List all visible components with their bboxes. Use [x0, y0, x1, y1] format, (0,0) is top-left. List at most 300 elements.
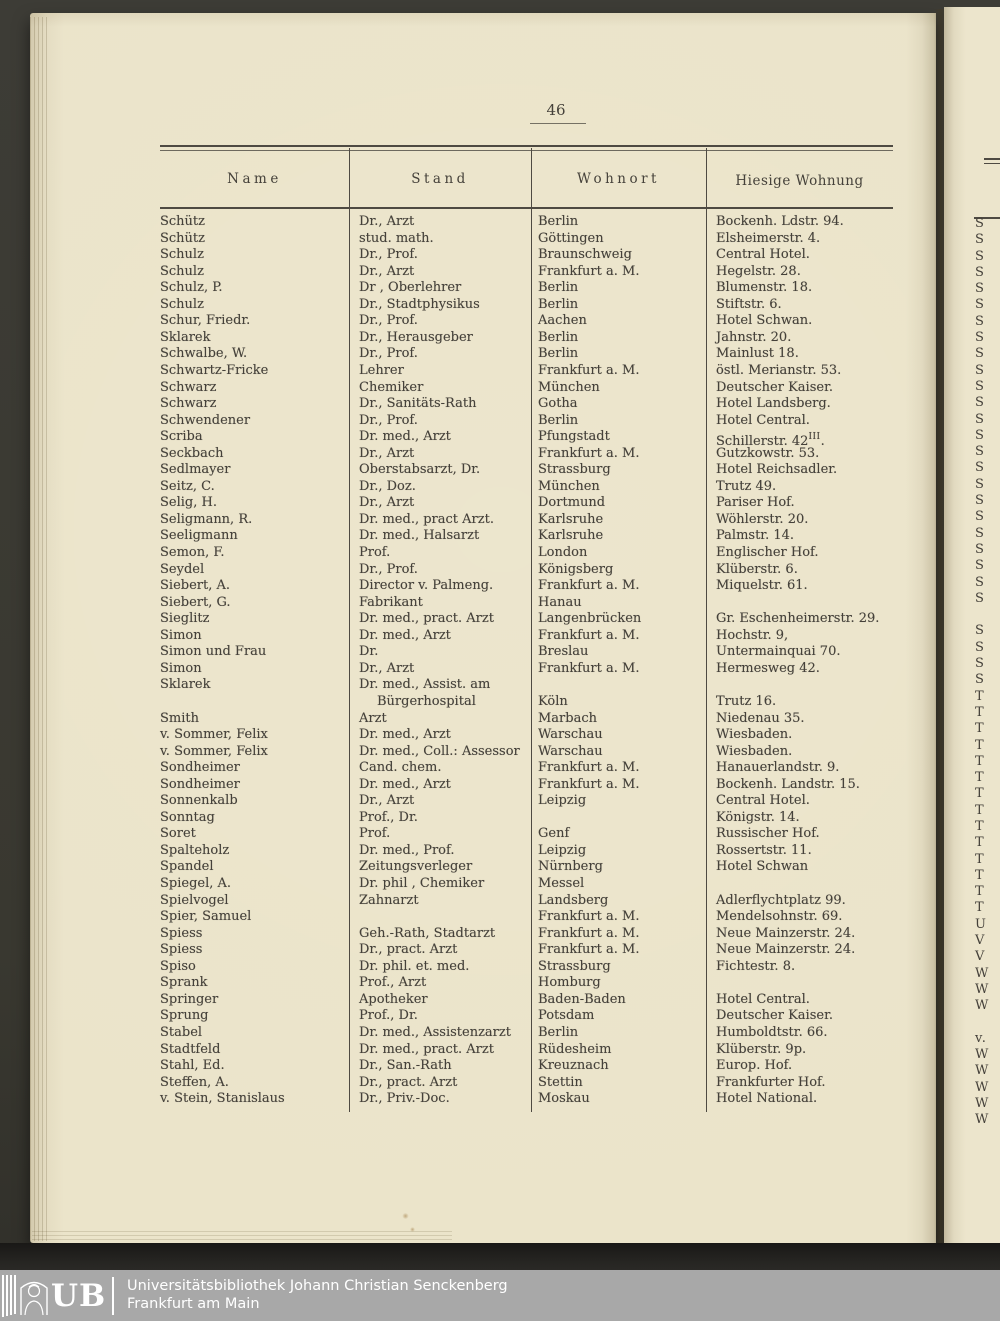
logo-book-line [10, 1275, 12, 1315]
cell-wohnort: Landsberg [538, 892, 609, 908]
cell-wohnort: Frankfurt a. M. [538, 925, 640, 941]
edge-letter: S [975, 525, 985, 541]
cell-wohnort: Frankfurt a. M. [538, 909, 640, 925]
cell-hiesige-wohnung: Hanauerlandstr. 9. [716, 760, 840, 776]
next-page-top-rule-thin [984, 163, 1000, 164]
cell-hiesige-wohnung: Frankfurter Hof. [716, 1074, 826, 1090]
table-row [30, 595, 936, 612]
cell-wohnort: Langenbrücken [538, 611, 642, 627]
cell-name: v. Sommer, Felix [160, 743, 268, 759]
cell-name: Simon und Frau [160, 644, 267, 660]
cell-name: Sondheimer [160, 760, 240, 776]
table-row [30, 429, 936, 450]
table-row [30, 942, 936, 959]
cell-stand: Prof. [359, 545, 391, 560]
cell-hiesige-wohnung: Adlerflychtplatz 99. [716, 892, 846, 908]
edge-letter: V [975, 949, 986, 965]
cell-name: Sieglitz [160, 611, 210, 627]
cell-wohnort: Berlin [538, 296, 579, 312]
scanned-page [30, 13, 936, 1243]
page-stack-edge-bottom [32, 1231, 452, 1243]
table-row [30, 959, 936, 976]
cell-wohnort: Frankfurt a. M. [538, 942, 640, 958]
cell-name: Sklarek [160, 677, 211, 693]
cell-stand: Prof. [359, 826, 391, 842]
table-row [30, 711, 936, 728]
cell-wohnort: Göttingen [538, 230, 604, 246]
cell-stand: Dr., pract. Arzt [359, 1074, 458, 1090]
cell-name: Spier, Samuel [160, 909, 252, 925]
cell-hiesige-wohnung: Palmstr. 14. [716, 528, 795, 544]
cell-stand: Dr., Stadtphysikus [359, 296, 480, 312]
table-row [30, 280, 936, 297]
column-header-hiesige-wohnung: Hiesige Wohnung [735, 173, 864, 189]
edge-letter: W [975, 998, 990, 1014]
cell-name: Stahl, Ed. [160, 1058, 225, 1074]
edge-letter: S [975, 411, 985, 427]
edge-letter: S [975, 281, 985, 297]
cell-wohnort: Warschau [538, 743, 603, 759]
cell-wohnort: Genf [538, 826, 570, 842]
column-header-wohnort: Wohnort [577, 171, 660, 187]
cell-name: Spiess [160, 925, 203, 941]
cell-stand: Dr., Prof. [359, 412, 418, 428]
cell-stand: Dr., Herausgeber [359, 329, 473, 345]
cell-wohnort: Moskau [538, 1091, 590, 1107]
cell-stand: Arzt [359, 710, 387, 726]
cell-stand: Dr. med., Arzt [359, 429, 451, 445]
next-page-top-rule [984, 158, 1000, 160]
cell-name: Selig, H. [160, 495, 217, 511]
edge-letter: S [975, 639, 985, 655]
edge-letter: S [975, 656, 985, 672]
cell-wohnort: Frankfurt a. M. [538, 263, 640, 279]
cell-stand: Dr. med., Coll.: Assessor [359, 743, 520, 759]
cell-name: Seitz, C. [160, 478, 215, 494]
cell-stand: Dr., San.-Rath [359, 1058, 452, 1074]
table-row [30, 661, 936, 678]
cell-wohnort: München [538, 379, 600, 395]
edge-letter: S [975, 330, 985, 346]
cell-wohnort: Frankfurt a. M. [538, 760, 640, 776]
edge-letter: S [975, 297, 985, 313]
edge-letter: S [975, 541, 985, 557]
cell-stand: Prof., Dr. [359, 1008, 418, 1024]
cell-stand: Director v. Palmeng. [359, 578, 494, 594]
cell-wohnort: Hanau [538, 594, 582, 610]
edge-letter: W [975, 1063, 990, 1079]
table-row [30, 1008, 936, 1025]
cell-stand: Dr., Prof. [359, 346, 418, 362]
edge-letter: T [975, 884, 985, 900]
page-number: 46 [496, 101, 616, 119]
cell-hiesige-wohnung: Hochstr. 9, [716, 627, 789, 643]
cell-wohnort: Frankfurt a. M. [538, 627, 640, 643]
logo-book-line [2, 1275, 4, 1317]
cell-name: Stadtfeld [160, 1041, 221, 1057]
page-bottom-shadow [0, 1243, 1000, 1270]
next-page-partial-letters [975, 216, 1000, 1129]
cell-name: Stabel [160, 1024, 203, 1040]
cell-stand: Lehrer [359, 362, 404, 378]
edge-letter: T [975, 818, 985, 834]
cell-hiesige-wohnung: Pariser Hof. [716, 495, 795, 511]
edge-letter: V [975, 933, 986, 949]
edge-letter: U [975, 916, 987, 932]
table-row [30, 264, 936, 281]
cell-name: Springer [160, 991, 219, 1007]
cell-name: Seligmann, R. [160, 511, 253, 527]
cell-name: Spiso [160, 958, 196, 974]
cell-hiesige-wohnung: Schillerstr. $42^{III}$. [716, 432, 825, 450]
cell-wohnort: Köln [538, 693, 568, 709]
cell-wohnort: Rüdesheim [538, 1041, 612, 1057]
edge-letter: S [975, 264, 985, 280]
edge-letter: T [975, 786, 985, 802]
edge-letter: W [975, 1079, 990, 1095]
cell-wohnort: Homburg [538, 975, 601, 991]
cell-hiesige-wohnung: Hotel Schwan [716, 859, 809, 875]
table-row [30, 528, 936, 545]
floor-superscript: III [808, 432, 821, 443]
cell-wohnort: Strassburg [538, 462, 611, 478]
table-row [30, 396, 936, 413]
cell-hiesige-wohnung: Königstr. 14. [716, 809, 800, 825]
cell-name: Seckbach [160, 445, 224, 461]
cell-wohnort: Karlsruhe [538, 528, 604, 544]
cell-stand: Dr., Prof. [359, 313, 418, 329]
cell-hiesige-wohnung: Englischer Hof. [716, 545, 819, 560]
cell-stand: Dr. phil. et. med. [359, 958, 470, 974]
edge-letter: T [975, 753, 985, 769]
cell-name: Schwarz [160, 379, 217, 395]
cell-hiesige-wohnung: Central Hotel. [716, 793, 810, 809]
cell-wohnort: Frankfurt a. M. [538, 660, 640, 676]
cell-name: Schwarz [160, 396, 217, 412]
cell-hiesige-wohnung: Hotel Reichsadler. [716, 462, 838, 478]
cell-name: Sonntag [160, 809, 215, 825]
table-row [30, 859, 936, 876]
table-row [30, 909, 936, 926]
cell-stand: Fabrikant [359, 594, 423, 610]
cell-hiesige-wohnung: Europ. Hof. [716, 1058, 793, 1074]
table-row [30, 760, 936, 777]
table-row [30, 380, 936, 397]
column-header-name: Name [227, 171, 282, 187]
cell-wohnort: Aachen [538, 313, 587, 329]
table-row [30, 578, 936, 595]
table-row [30, 247, 936, 264]
cell-wohnort: Frankfurt a. M. [538, 776, 640, 792]
logo-book-line [6, 1275, 8, 1316]
library-name: Universitätsbibliothek Johann Christian Senckenberg [127, 1278, 508, 1294]
cell-stand: Dr. med., Halsarzt [359, 528, 480, 544]
cell-wohnort: Warschau [538, 727, 603, 743]
table-row [30, 810, 936, 827]
table-row [30, 1091, 936, 1108]
table-row [30, 744, 936, 761]
cell-name: Schütz [160, 230, 206, 246]
edge-letter: S [975, 509, 985, 525]
library-city: Frankfurt am Main [127, 1295, 260, 1312]
library-logo [0, 1273, 112, 1319]
table-row [30, 611, 936, 628]
table-row [30, 893, 936, 910]
foxing-spot [410, 1227, 415, 1232]
cell-hiesige-wohnung: östl. Merianstr. 53. [716, 362, 842, 378]
cell-hiesige-wohnung: Niedenau 35. [716, 710, 805, 726]
cell-stand: Oberstabsarzt, Dr. [359, 462, 481, 478]
cell-hiesige-wohnung: Neue Mainzerstr. 24. [716, 925, 856, 941]
cell-wohnort: Frankfurt a. M. [538, 362, 640, 378]
table-row [30, 694, 936, 711]
cell-hiesige-wohnung: Wöhlerstr. 20. [716, 511, 809, 527]
cell-wohnort: Berlin [538, 329, 579, 345]
cell-name: Schwartz-Fricke [160, 362, 269, 378]
cell-name: Schwalbe, W. [160, 346, 248, 362]
cell-wohnort: London [538, 545, 588, 560]
cell-hiesige-wohnung: Hotel Landsberg. [716, 396, 831, 412]
edge-letter: S [975, 476, 985, 492]
edge-letter: S [975, 313, 985, 329]
cell-wohnort: Leipzig [538, 842, 587, 858]
edge-letter: S [975, 216, 985, 231]
cell-hiesige-wohnung: Humboldtstr. 66. [716, 1024, 828, 1040]
edge-letter: T [975, 737, 985, 753]
cell-wohnort: Berlin [538, 280, 579, 296]
cell-hiesige-wohnung: Hotel Central. [716, 991, 810, 1007]
cell-hiesige-wohnung: Gr. Eschenheimerstr. 29. [716, 611, 880, 627]
table-row [30, 231, 936, 248]
table-row [30, 793, 936, 810]
cell-name: Soret [160, 826, 196, 842]
cell-stand: Geh.-Rath, Stadtarzt [359, 925, 496, 941]
cell-name: Sondheimer [160, 776, 240, 792]
cell-hiesige-wohnung: Deutscher Kaiser. [716, 379, 833, 395]
table-row [30, 727, 936, 744]
cell-name: Simon [160, 660, 202, 676]
cell-stand: Dr. phil , Chemiker [359, 876, 485, 891]
cell-stand: Dr. med., Arzt [359, 627, 451, 643]
edge-letter: S [975, 395, 985, 411]
cell-wohnort: Marbach [538, 710, 598, 726]
cell-name: Siebert, G. [160, 594, 231, 610]
table-row [30, 363, 936, 380]
cell-wohnort: Baden-Baden [538, 991, 626, 1007]
cell-stand: Dr., Arzt [359, 214, 415, 229]
cell-stand: stud. math. [359, 230, 434, 246]
column-header-stand: Stand [411, 171, 469, 187]
cell-wohnort: Pfungstadt [538, 429, 610, 445]
cell-wohnort: Nürnberg [538, 859, 603, 875]
edge-letter [975, 1015, 1000, 1031]
cell-hiesige-wohnung: Klüberstr. 9p. [716, 1041, 807, 1057]
edge-letter: T [975, 704, 985, 720]
table-row [30, 479, 936, 496]
cell-wohnort: München [538, 478, 600, 494]
cell-wohnort: Königsberg [538, 561, 614, 577]
edge-letter: S [975, 590, 985, 606]
edge-letter: W [975, 981, 990, 997]
table-row [30, 297, 936, 314]
table-row [30, 214, 936, 231]
cell-stand: Dr., Arzt [359, 660, 415, 676]
cell-stand: Dr., Doz. [359, 478, 416, 494]
cell-name: Smith [160, 710, 199, 726]
edge-letter: S [975, 232, 985, 248]
cell-hiesige-wohnung: Rossertstr. 11. [716, 842, 812, 858]
cell-stand: Prof., Dr. [359, 809, 418, 825]
edge-letter: S [975, 444, 985, 460]
cell-hiesige-wohnung: Trutz 16. [716, 693, 777, 709]
cell-stand: Dr. med., pract. Arzt [359, 611, 494, 627]
next-page-edge [944, 7, 1000, 1247]
edge-letter: S [975, 346, 985, 362]
cell-wohnort: Karlsruhe [538, 511, 604, 527]
cell-wohnort: Dortmund [538, 495, 606, 511]
cell-name: Spiegel, A. [160, 876, 232, 891]
cell-hiesige-wohnung: Bockenh. Ldstr. 94. [716, 214, 844, 229]
cell-name: v. Stein, Stanislaus [160, 1091, 285, 1107]
cell-name: Schulz, P. [160, 280, 223, 296]
cell-hiesige-wohnung: Gutzkowstr. 53. [716, 445, 820, 461]
edge-letter: S [975, 362, 985, 378]
table-row [30, 826, 936, 843]
table-row [30, 1058, 936, 1075]
cell-wohnort: Berlin [538, 1024, 579, 1040]
cell-name: Spalteholz [160, 842, 230, 858]
cell-name: Seydel [160, 561, 205, 577]
cell-name: Schütz [160, 214, 206, 229]
table-row [30, 992, 936, 1009]
cell-stand: Zahnarzt [359, 892, 419, 908]
table-row [30, 777, 936, 794]
cell-name: Sprank [160, 975, 208, 991]
table-row [30, 512, 936, 529]
cell-stand: Dr., Arzt [359, 445, 415, 461]
cell-wohnort: Potsdam [538, 1008, 595, 1024]
cell-stand: Dr , Oberlehrer [359, 280, 462, 296]
cell-wohnort: Kreuznach [538, 1058, 609, 1074]
cell-name: Spandel [160, 859, 214, 875]
edge-letter: W [975, 1047, 990, 1063]
cell-stand: Dr., Priv.-Doc. [359, 1091, 450, 1107]
edge-letter: S [975, 558, 985, 574]
cell-hiesige-wohnung: Mendelsohnstr. 69. [716, 909, 843, 925]
edge-letter: T [975, 867, 985, 883]
table-row [30, 446, 936, 463]
cell-hiesige-wohnung: Russischer Hof. [716, 826, 820, 842]
cell-hiesige-wohnung: Hegelstr. 28. [716, 263, 801, 279]
cell-stand: Dr. med., pract Arzt. [359, 511, 494, 527]
cell-name: Sprung [160, 1008, 209, 1024]
cell-stand: Dr. [359, 644, 379, 660]
table-row [30, 1042, 936, 1059]
cell-name: Schulz [160, 247, 204, 263]
cell-hiesige-wohnung: Elsheimerstr. 4. [716, 230, 821, 246]
cell-stand: Dr. med., Assistenzarzt [359, 1024, 511, 1040]
table-row [30, 926, 936, 943]
cell-name: Steffen, A. [160, 1074, 229, 1090]
table-row [30, 413, 936, 430]
cell-stand: Dr. med., Arzt [359, 776, 451, 792]
table-row [30, 313, 936, 330]
edge-letter: S [975, 378, 985, 394]
edge-letter: T [975, 900, 985, 916]
cell-wohnort: Braunschweig [538, 247, 632, 263]
cell-wohnort: Stettin [538, 1074, 583, 1090]
cell-wohnort: Gotha [538, 396, 578, 412]
cell-hiesige-wohnung: Hotel Schwan. [716, 313, 813, 329]
edge-letter: S [975, 672, 985, 688]
cell-stand: Dr. med., Arzt [359, 727, 451, 743]
cell-hiesige-wohnung: Mainlust 18. [716, 346, 799, 362]
cell-stand: Dr., pract. Arzt [359, 942, 458, 958]
cell-hiesige-wohnung: Deutscher Kaiser. [716, 1008, 833, 1024]
table-row [30, 1075, 936, 1092]
edge-letter: S [975, 493, 985, 509]
cell-stand: Apotheker [359, 991, 428, 1007]
cell-name: Simon [160, 627, 202, 643]
cell-stand: Dr., Arzt [359, 793, 415, 809]
edge-letter: T [975, 721, 985, 737]
cell-wohnort: Messel [538, 876, 585, 891]
cell-stand: Dr., Prof. [359, 247, 418, 263]
cell-name: Schulz [160, 296, 204, 312]
table-row [30, 545, 936, 562]
table-row [30, 346, 936, 363]
cell-wohnort: Berlin [538, 346, 579, 362]
cell-hiesige-wohnung: Blumenstr. 18. [716, 280, 813, 296]
cell-hiesige-wohnung: Neue Mainzerstr. 24. [716, 942, 856, 958]
edge-letter: T [975, 802, 985, 818]
cell-hiesige-wohnung: Trutz 49. [716, 478, 777, 494]
cell-stand: Prof., Arzt [359, 975, 427, 991]
cell-hiesige-wohnung: Miquelstr. 61. [716, 578, 808, 594]
cell-name: Schur, Friedr. [160, 313, 251, 329]
cell-stand: Dr. med., Assist. am [359, 677, 491, 693]
cell-stand: Dr., Prof. [359, 561, 418, 577]
cell-wohnort: Berlin [538, 214, 579, 229]
ub-logo-text: UB [51, 1277, 107, 1314]
cell-name: Semon, F. [160, 545, 225, 560]
cell-hiesige-wohnung: Hermesweg 42. [716, 660, 820, 676]
cell-hiesige-wohnung: Central Hotel. [716, 247, 810, 263]
cell-stand: Cand. chem. [359, 760, 442, 776]
cell-hiesige-wohnung: Stiftstr. 6. [716, 296, 782, 312]
edge-letter: T [975, 835, 985, 851]
cell-hiesige-wohnung: Hotel National. [716, 1091, 818, 1107]
cell-hiesige-wohnung: Fichtestr. 8. [716, 958, 796, 974]
cell-name: Siebert, A. [160, 578, 230, 594]
cell-name: v. Sommer, Felix [160, 727, 268, 743]
edge-letter: v. [975, 1030, 987, 1046]
table-row [30, 462, 936, 479]
edge-letter: W [975, 1112, 990, 1128]
table-row [30, 876, 936, 893]
cell-name: Seeligmann [160, 528, 238, 544]
cell-stand: Zeitungsverleger [359, 859, 473, 875]
table-row [30, 975, 936, 992]
edge-letter: S [975, 574, 985, 590]
logo-book-line [14, 1275, 16, 1314]
cell-wohnort: Frankfurt a. M. [538, 578, 640, 594]
table-top-rule-thin [160, 150, 893, 151]
cell-stand: Dr., Sanitäts-Rath [359, 396, 477, 412]
cell-name: Spiess [160, 942, 203, 958]
cell-name: Schwendener [160, 412, 251, 428]
cell-stand: Bürgerhospital [377, 693, 476, 709]
